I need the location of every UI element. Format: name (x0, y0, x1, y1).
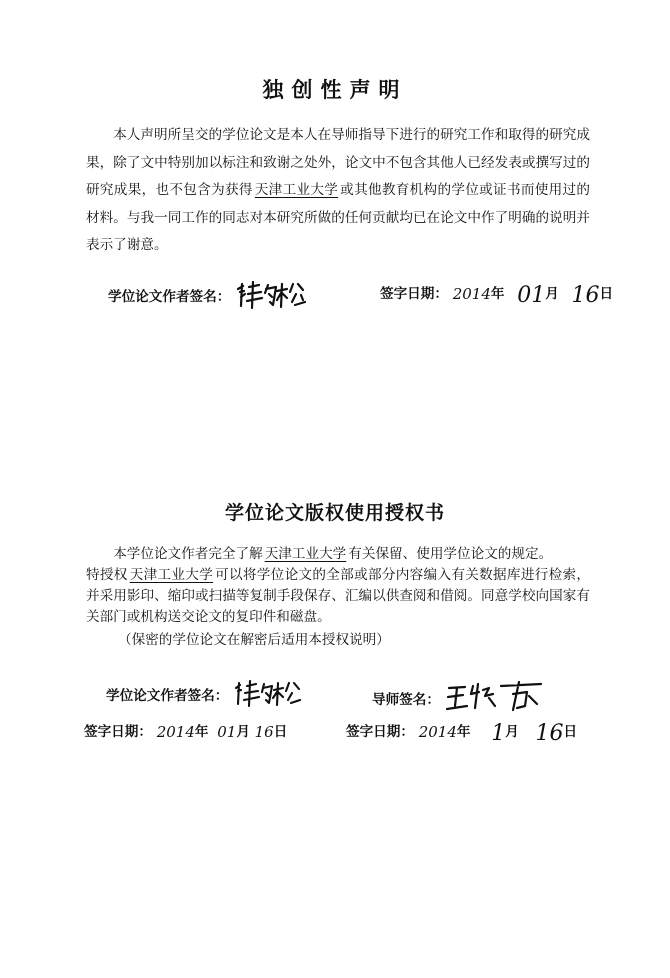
advisor-date-year-unit: 年 (456, 724, 471, 740)
advisor-date-month-unit: 月 (505, 724, 519, 740)
authorization-p1-university: 天津工业大学 (264, 546, 347, 562)
authorization-title: 学位论文版权使用授权书 (224, 502, 445, 524)
authorization-author-date-year: 2014 (156, 723, 195, 741)
declaration-date-day-unit: 日 (599, 286, 614, 302)
authorization-author-date-row (84, 720, 287, 741)
authorization-author-signature-row (106, 680, 303, 708)
advisor-date-year: 2014 (418, 723, 457, 741)
authorization-author-date-day: 16 (254, 723, 274, 741)
declaration-date-row (380, 282, 613, 308)
declaration-date-label: 签字日期： (380, 286, 448, 302)
advisor-date-label: 签字日期： (346, 724, 414, 740)
authorization-author-signature-image (233, 680, 303, 708)
declaration-date-year: 2014 (452, 285, 491, 303)
advisor-signature-image (445, 680, 545, 714)
authorization-p1-part2: 有关保留、使用学位论文的规定。 (348, 546, 553, 562)
declaration-date-month-unit: 月 (545, 286, 559, 302)
authorization-author-date-label: 签字日期： (84, 724, 152, 740)
declaration-text-part1: 本人声明所呈交的学位论文是本人在导师指导下进行的研究工作和取得的研究成果，除了文中特别加以标注和致谢之处外，论文中不包含其他人已经发表或撰写过的研究成果，也不包含为获得 (86, 127, 590, 198)
advisor-label: 导师签名： (372, 692, 440, 708)
declaration-author-label: 学位论文作者签名： (108, 289, 231, 305)
authorization-p1-part1: 本学位论文作者完全了解 (113, 546, 263, 562)
declaration-author-signature-image (235, 280, 311, 310)
declaration-title: 独创性声明 (262, 78, 408, 102)
confidentiality-note: （保密的学位论文在解密后适用本授权说明） (118, 632, 390, 648)
advisor-date-day-unit: 日 (563, 724, 578, 740)
declaration-university-name: 天津工业大学 (254, 182, 339, 198)
declaration-date-year-unit: 年 (490, 286, 505, 302)
authorization-p2-university: 天津工业大学 (129, 567, 214, 583)
advisor-signature-row (372, 680, 545, 714)
advisor-date-month: 1 (491, 721, 506, 746)
authorization-p2-part1: 特授权 (86, 567, 128, 583)
authorization-author-date-year-unit: 年 (194, 724, 209, 740)
declaration-paragraph (86, 122, 590, 260)
declaration-author-signature-row (108, 280, 311, 310)
advisor-date-row (346, 720, 577, 746)
declaration-text-part2: 或其他教育机构的学位或证书而使用过的材料。与我一同工作的同志对本研究所做的任何贡献均已在论文中作了明确的说明并表示了谢意。 (86, 182, 591, 253)
advisor-date-day: 16 (535, 721, 564, 746)
authorization-author-date-month: 01 (217, 723, 237, 741)
declaration-date-day: 16 (571, 283, 600, 308)
authorization-author-date-month-unit: 月 (236, 724, 250, 740)
authorization-author-date-day-unit: 日 (273, 724, 288, 740)
authorization-paragraph (86, 544, 590, 628)
authorization-author-label: 学位论文作者签名： (106, 688, 229, 704)
declaration-date-month: 01 (517, 283, 546, 308)
authorization-p2-part2: 可以将学位论文的全部或部分内容编入有关数据库进行检索，并采用影印、缩印或扫描等复制手段保存、汇编以供查阅和借阅。同意学校向国家有关部门或机构送交论文的复印件和磁盘。 (86, 567, 591, 625)
authorization-line1 (86, 544, 590, 565)
